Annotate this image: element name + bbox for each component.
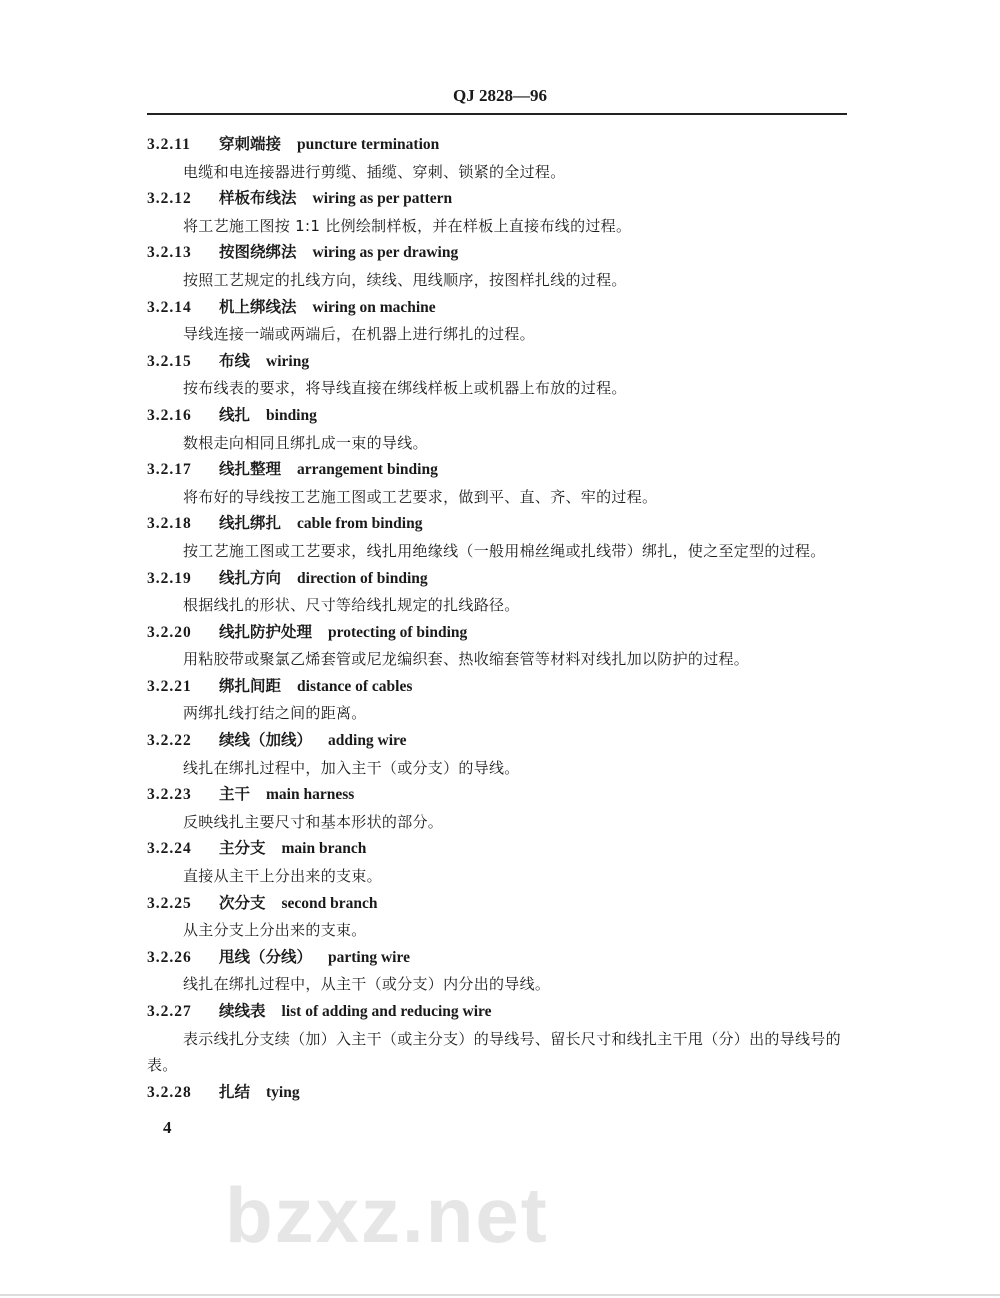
watermark: bzxz.net — [225, 1171, 549, 1259]
term-english: binding — [266, 406, 317, 424]
term-number: 3.2.26 — [147, 948, 192, 966]
term-number: 3.2.13 — [147, 244, 192, 262]
term-english: parting wire — [328, 948, 410, 966]
term-number: 3.2.18 — [147, 515, 192, 533]
page-number: 4 — [163, 1118, 172, 1137]
term-chinese: 线扎整理 — [219, 460, 282, 479]
term-number: 3.2.21 — [147, 677, 192, 695]
term-english: list of adding and reducing wire — [281, 1003, 492, 1020]
term-entry — [147, 1079, 847, 1107]
term-definition: 从主分支上分出来的支束。 — [183, 921, 367, 940]
term-entry — [147, 239, 847, 293]
term-definition: 两绑扎线打结之间的距离。 — [183, 704, 367, 723]
term-chinese: 绑扎间距 — [219, 676, 282, 695]
term-number: 3.2.28 — [147, 1083, 192, 1101]
term-english: cable from binding — [297, 515, 423, 533]
term-entry — [147, 294, 847, 348]
term-definition: 按照工艺规定的扎线方向，续线、甩线顺序，按图样扎线的过程。 — [183, 270, 627, 289]
term-heading — [147, 890, 847, 918]
term-chinese: 按图绕绑法 — [219, 243, 297, 262]
term-definition: 电缆和电连接器进行剪缆、插缆、穿刺、锁紧的全过程。 — [183, 162, 566, 181]
term-heading — [147, 294, 847, 322]
term-chinese: 线扎方向 — [219, 568, 282, 587]
term-heading — [147, 727, 847, 755]
term-number: 3.2.24 — [147, 840, 192, 858]
term-definition: 表示线扎分支续（加）入主干（或主分支）的导线号、留长尺寸和线扎主干甩（分）出的导线号的表。 — [147, 1029, 841, 1075]
term-english: wiring — [266, 352, 310, 370]
page-bottom-edge — [0, 1294, 1000, 1296]
term-number: 3.2.16 — [147, 406, 192, 424]
term-entry — [147, 727, 847, 781]
term-heading — [147, 673, 847, 701]
term-entry — [147, 944, 847, 998]
term-chinese: 布线 — [219, 351, 251, 370]
term-chinese: 线扎防护处理 — [219, 622, 313, 641]
term-heading — [147, 456, 847, 484]
term-number: 3.2.14 — [147, 298, 192, 316]
term-definition: 将工艺施工图按 1:1 比例绘制样板，并在样板上直接布线的过程。 — [183, 216, 632, 235]
term-entry — [147, 402, 847, 456]
term-chinese: 样板布线法 — [219, 189, 297, 208]
term-entry — [147, 781, 847, 835]
term-number: 3.2.11 — [147, 136, 191, 153]
term-entry — [147, 185, 847, 239]
term-heading — [147, 565, 847, 593]
term-chinese: 次分支 — [219, 893, 266, 912]
term-definitions — [147, 131, 847, 1106]
term-english: wiring on machine — [312, 298, 436, 316]
term-chinese: 线扎 — [219, 405, 251, 424]
term-definition: 按工艺施工图或工艺要求，线扎用绝缘线（一般用棉丝绳或扎线带）绑扎，使之至定型的过程。 — [183, 541, 826, 560]
term-definition: 直接从主干上分出来的支束。 — [183, 867, 382, 886]
term-english: tying — [266, 1083, 300, 1101]
term-entry — [147, 890, 847, 944]
term-number: 3.2.15 — [147, 352, 192, 370]
term-heading — [147, 239, 847, 267]
term-heading — [147, 185, 847, 213]
term-english: puncture termination — [297, 136, 440, 153]
term-number: 3.2.17 — [147, 461, 192, 479]
term-definition: 线扎在绑扎过程中，加入主干（或分支）的导线。 — [183, 758, 520, 777]
term-chinese: 续线（加线） — [219, 731, 313, 750]
term-english: main harness — [266, 786, 355, 804]
term-number: 3.2.23 — [147, 786, 192, 804]
term-heading — [147, 619, 847, 647]
term-chinese: 主分支 — [219, 839, 266, 858]
term-english: distance of cables — [297, 677, 413, 695]
term-entry — [147, 456, 847, 510]
term-chinese: 线扎绑扎 — [219, 514, 282, 533]
term-heading — [147, 402, 847, 430]
term-entry — [147, 131, 847, 185]
term-definition: 将布好的导线按工艺施工图或工艺要求，做到平、直、齐、牢的过程。 — [183, 487, 658, 506]
term-heading — [147, 1079, 847, 1107]
term-number: 3.2.22 — [147, 732, 192, 750]
term-english: wiring as per pattern — [312, 190, 453, 208]
term-entry — [147, 835, 847, 889]
document-code-header: QJ 2828—96 — [453, 86, 547, 105]
term-definition: 数根走向相同且绑扎成一束的导线。 — [183, 433, 428, 452]
term-definition: 导线连接一端或两端后，在机器上进行绑扎的过程。 — [183, 325, 535, 344]
header-rule — [147, 113, 847, 115]
term-number: 3.2.12 — [147, 190, 192, 208]
term-chinese: 机上绑线法 — [219, 297, 297, 316]
term-english: arrangement binding — [297, 461, 438, 479]
term-english: adding wire — [328, 732, 407, 750]
term-chinese: 扎结 — [219, 1082, 251, 1101]
term-chinese: 续线表 — [219, 1002, 266, 1020]
term-english: main branch — [281, 840, 367, 858]
term-heading — [147, 835, 847, 863]
term-entry — [147, 510, 847, 564]
term-english: protecting of binding — [328, 623, 468, 641]
term-heading — [147, 998, 847, 1026]
term-number: 3.2.20 — [147, 623, 192, 641]
term-number: 3.2.19 — [147, 569, 192, 587]
term-heading — [147, 944, 847, 972]
term-chinese: 主干 — [219, 785, 251, 804]
term-definition: 按布线表的要求，将导线直接在绑线样板上或机器上布放的过程。 — [183, 379, 627, 398]
term-entry — [147, 348, 847, 402]
term-heading — [147, 348, 847, 376]
term-heading — [147, 781, 847, 809]
term-chinese: 甩线（分线） — [219, 947, 313, 966]
term-english: second branch — [281, 894, 378, 912]
term-definition: 反映线扎主要尺寸和基本形状的部分。 — [183, 812, 444, 831]
term-english: direction of binding — [297, 569, 428, 587]
term-definition: 根据线扎的形状、尺寸等给线扎规定的扎线路径。 — [183, 596, 520, 615]
term-chinese: 穿刺端接 — [219, 135, 282, 153]
term-definition: 线扎在绑扎过程中，从主干（或分支）内分出的导线。 — [183, 975, 551, 994]
term-entry — [147, 619, 847, 673]
term-number: 3.2.25 — [147, 894, 192, 912]
term-entry — [147, 998, 847, 1079]
term-heading — [147, 510, 847, 538]
term-heading — [147, 131, 847, 159]
term-english: wiring as per drawing — [312, 244, 459, 262]
term-number: 3.2.27 — [147, 1003, 192, 1020]
term-definition: 用粘胶带或聚氯乙烯套管或尼龙编织套、热收缩套管等材料对线扎加以防护的过程。 — [183, 650, 750, 669]
term-entry — [147, 673, 847, 727]
term-entry — [147, 565, 847, 619]
